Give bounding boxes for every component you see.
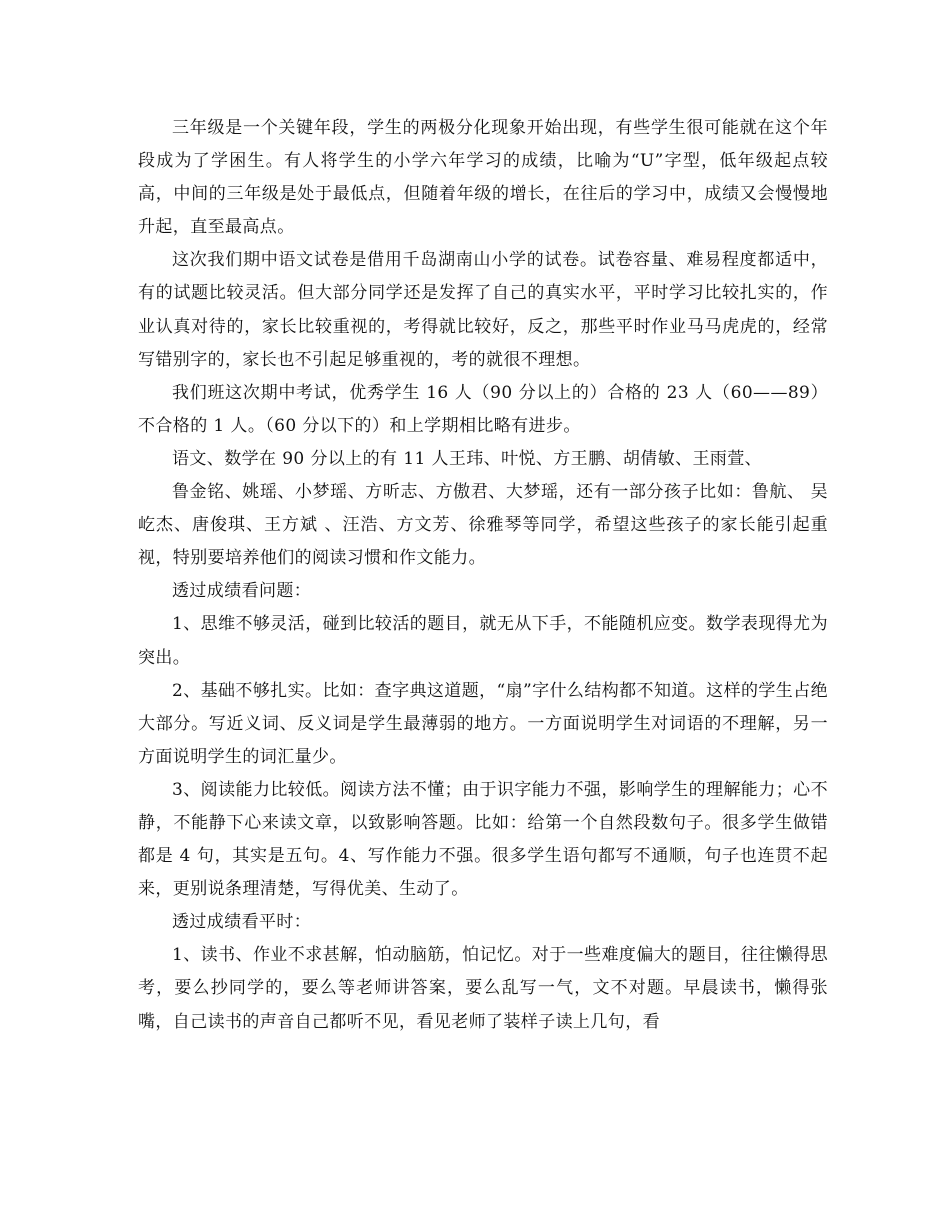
paragraph-score-summary: 我们班这次期中考试，优秀学生 16 人（90 分以上的）合格的 23 人（60——89）不合格的 1 人。（60 分以下的）和上学期相比略有进步。 xyxy=(138,382,828,436)
list-item-habit-1: 1、读书、作业不求甚解，怕动脑筋，怕记忆。对于一些难度偏大的题目，往往懒得思考，要么抄同学的，要么等老师讲答案，要么乱写一气，文不对题。早晨读书，懒得张嘴，自己读书的声音自己都听不见，看见老师了装样子读上几句，看 xyxy=(138,945,828,1032)
paragraph-student-names: 鲁金铭、姚瑶、小梦瑶、方昕志、方傲君、大梦瑶，还有一部分孩子比如：鲁航、 吴屹杰、唐俊琪、王方斌 、汪浩、方文芳、徐雅琴等同学，希望这些孩子的家长能引起重视，特别要培养他们的阅读习惯和作文能力。 xyxy=(138,482,828,569)
paragraph-intro: 三年级是一个关键年段，学生的两极分化现象开始出现，有些学生很可能就在这个年段成为了学困生。有人将学生的小学六年学习的成绩，比喻为“U”字型，低年级起点较高，中间的三年级是处于最低点，但随着年级的增长，在往后的学习中，成绩又会慢慢地升起，直至最高点。 xyxy=(138,118,828,238)
paragraph-top-students: 语文、数学在 90 分以上的有 11 人王玮、叶悦、方王鹏、胡倩敏、王雨萱、 xyxy=(172,448,763,469)
list-item-problem-3: 3、阅读能力比较低。阅读方法不懂；由于识字能力不强，影响学生的理解能力；心不静，不能静下心来读文章，以致影响答题。比如：给第一个自然段数句子。很多学生做错都是 4 句，其实是五句。4、写作能力不强。很多学生语句都写不通顺，句子也连贯不起来，更别说条理清楚，写得优美、生动了。 xyxy=(138,779,828,900)
list-item-problem-2: 2、基础不够扎实。比如：查字典这道题，“扇”字什么结构都不知道。这样的学生占绝大部分。写近义词、反义词是学生最薄弱的地方。一方面说明学生对词语的不理解，另一方面说明学生的词汇量少。 xyxy=(138,680,828,767)
list-item-problem-1: 1、思维不够灵活，碰到比较活的题目，就无从下手，不能随机应变。数学表现得尤为突出。 xyxy=(138,614,828,668)
document-body xyxy=(138,112,828,1039)
section-heading-problems: 透过成绩看问题： xyxy=(172,581,312,602)
paragraph-exam-description: 这次我们期中语文试卷是借用千岛湖南山小学的试卷。试卷容量、难易程度都适中，有的试题比较灵活。但大部分同学还是发挥了自己的真实水平，平时学习比较扎实的，作业认真对待的，家长比较重视的，考得就比较好，反之，那些平时作业马马虎虎的，经常写错别字的，家长也不引起足够重视的，考的就很不理想。 xyxy=(138,250,828,370)
section-heading-habits: 透过成绩看平时： xyxy=(172,912,312,933)
